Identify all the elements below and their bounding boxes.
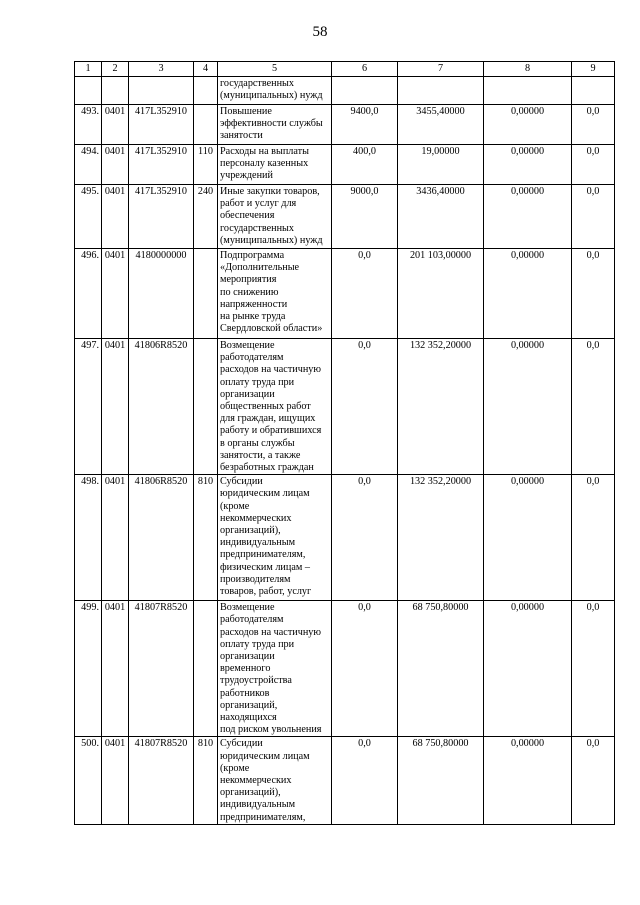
- budget-table: [74, 61, 615, 825]
- expense-type-cell: 810: [194, 475, 218, 601]
- amount-col7-cell: 68 750,80000: [398, 737, 484, 824]
- header-cell: 6: [332, 62, 398, 77]
- section-code-cell: 0401: [102, 185, 129, 249]
- section-code-cell: 0401: [102, 145, 129, 185]
- row-number-cell: 495.: [75, 185, 102, 249]
- row-number-cell: [75, 77, 102, 105]
- target-code-cell: 4180000000: [129, 249, 194, 339]
- amount-col6-cell: 0,0: [332, 339, 398, 475]
- amount-col7-cell: 19,00000: [398, 145, 484, 185]
- header-cell: 1: [75, 62, 102, 77]
- header-cell: 2: [102, 62, 129, 77]
- row-number-cell: 499.: [75, 601, 102, 737]
- table-row: [75, 737, 615, 824]
- target-code-cell: 41806R8520: [129, 339, 194, 475]
- amount-col7-cell: 3455,40000: [398, 105, 484, 145]
- header-row: [75, 62, 615, 77]
- expense-type-cell: 240: [194, 185, 218, 249]
- expense-type-cell: [194, 77, 218, 105]
- amount-col6-cell: 400,0: [332, 145, 398, 185]
- row-number-cell: 500.: [75, 737, 102, 824]
- amount-col6-cell: 9400,0: [332, 105, 398, 145]
- item-name-cell: Возмещение работодателям расходов на частичную оплату труда при организации общественных работ для граждан, ищущих работу и обратившихся в органы службы занятости, а также безработных граждан: [218, 339, 332, 475]
- amount-col8-cell: 0,00000: [484, 185, 572, 249]
- target-code-cell: [129, 77, 194, 105]
- amount-col7-cell: 68 750,80000: [398, 601, 484, 737]
- header-cell: 3: [129, 62, 194, 77]
- amount-col6-cell: 9000,0: [332, 185, 398, 249]
- table-row: [75, 77, 615, 105]
- header-cell: 7: [398, 62, 484, 77]
- section-code-cell: 0401: [102, 105, 129, 145]
- amount-col8-cell: 0,00000: [484, 145, 572, 185]
- amount-col9-cell: 0,0: [572, 475, 615, 601]
- amount-col9-cell: 0,0: [572, 737, 615, 824]
- table-row: [75, 601, 615, 737]
- table-row: [75, 475, 615, 601]
- amount-col9-cell: 0,0: [572, 185, 615, 249]
- amount-col9-cell: [572, 77, 615, 105]
- expense-type-cell: 810: [194, 737, 218, 824]
- expense-type-cell: [194, 105, 218, 145]
- row-number-cell: 497.: [75, 339, 102, 475]
- section-code-cell: 0401: [102, 475, 129, 601]
- row-number-cell: 496.: [75, 249, 102, 339]
- section-code-cell: 0401: [102, 249, 129, 339]
- amount-col6-cell: [332, 77, 398, 105]
- page-number: 58: [312, 24, 328, 40]
- section-code-cell: 0401: [102, 601, 129, 737]
- header-cell: 5: [218, 62, 332, 77]
- item-name-cell: Возмещение работодателям расходов на частичную оплату труда при организации временного трудоустройства работников организаций, находящихся под риском увольнения: [218, 601, 332, 737]
- amount-col8-cell: [484, 77, 572, 105]
- target-code-cell: 41807R8520: [129, 601, 194, 737]
- amount-col6-cell: 0,0: [332, 601, 398, 737]
- amount-col6-cell: 0,0: [332, 737, 398, 824]
- amount-col8-cell: 0,00000: [484, 737, 572, 824]
- amount-col9-cell: 0,0: [572, 105, 615, 145]
- item-name-cell: Подпрограмма «Дополнительные мероприятия по снижению напряженности на рынке труда Свердловской области»: [218, 249, 332, 339]
- target-code-cell: 417L352910: [129, 145, 194, 185]
- amount-col6-cell: 0,0: [332, 249, 398, 339]
- table-row: [75, 249, 615, 339]
- row-number-cell: 493.: [75, 105, 102, 145]
- header-cell: 8: [484, 62, 572, 77]
- target-code-cell: 417L352910: [129, 105, 194, 145]
- header-cell: 9: [572, 62, 615, 77]
- table-row: [75, 185, 615, 249]
- expense-type-cell: [194, 249, 218, 339]
- target-code-cell: 41806R8520: [129, 475, 194, 601]
- section-code-cell: 0401: [102, 339, 129, 475]
- table-row: [75, 145, 615, 185]
- amount-col8-cell: 0,00000: [484, 105, 572, 145]
- table-row: [75, 105, 615, 145]
- amount-col7-cell: 201 103,00000: [398, 249, 484, 339]
- item-name-cell: государственных (муниципальных) нужд: [218, 77, 332, 105]
- row-number-cell: 494.: [75, 145, 102, 185]
- section-code-cell: [102, 77, 129, 105]
- item-name-cell: Субсидии юридическим лицам (кроме некоммерческих организаций), индивидуальным предпринимателям,: [218, 737, 332, 824]
- target-code-cell: 417L352910: [129, 185, 194, 249]
- amount-col8-cell: 0,00000: [484, 475, 572, 601]
- table-body: [75, 77, 615, 825]
- row-number-cell: 498.: [75, 475, 102, 601]
- amount-col7-cell: 132 352,20000: [398, 475, 484, 601]
- item-name-cell: Субсидии юридическим лицам (кроме некоммерческих организаций), индивидуальным предпринимателям, физическим лицам – производителям товаров, работ, услуг: [218, 475, 332, 601]
- section-code-cell: 0401: [102, 737, 129, 824]
- expense-type-cell: [194, 339, 218, 475]
- item-name-cell: Расходы на выплаты персоналу казенных учреждений: [218, 145, 332, 185]
- amount-col9-cell: 0,0: [572, 601, 615, 737]
- header-cell: 4: [194, 62, 218, 77]
- amount-col9-cell: 0,0: [572, 145, 615, 185]
- item-name-cell: Повышение эффективности службы занятости: [218, 105, 332, 145]
- amount-col8-cell: 0,00000: [484, 339, 572, 475]
- table-row: [75, 339, 615, 475]
- expense-type-cell: [194, 601, 218, 737]
- amount-col9-cell: 0,0: [572, 339, 615, 475]
- item-name-cell: Иные закупки товаров, работ и услуг для обеспечения государственных (муниципальных) нужд: [218, 185, 332, 249]
- amount-col7-cell: 3436,40000: [398, 185, 484, 249]
- target-code-cell: 41807R8520: [129, 737, 194, 824]
- amount-col8-cell: 0,00000: [484, 249, 572, 339]
- amount-col8-cell: 0,00000: [484, 601, 572, 737]
- expense-type-cell: 110: [194, 145, 218, 185]
- amount-col6-cell: 0,0: [332, 475, 398, 601]
- amount-col9-cell: 0,0: [572, 249, 615, 339]
- amount-col7-cell: 132 352,20000: [398, 339, 484, 475]
- amount-col7-cell: [398, 77, 484, 105]
